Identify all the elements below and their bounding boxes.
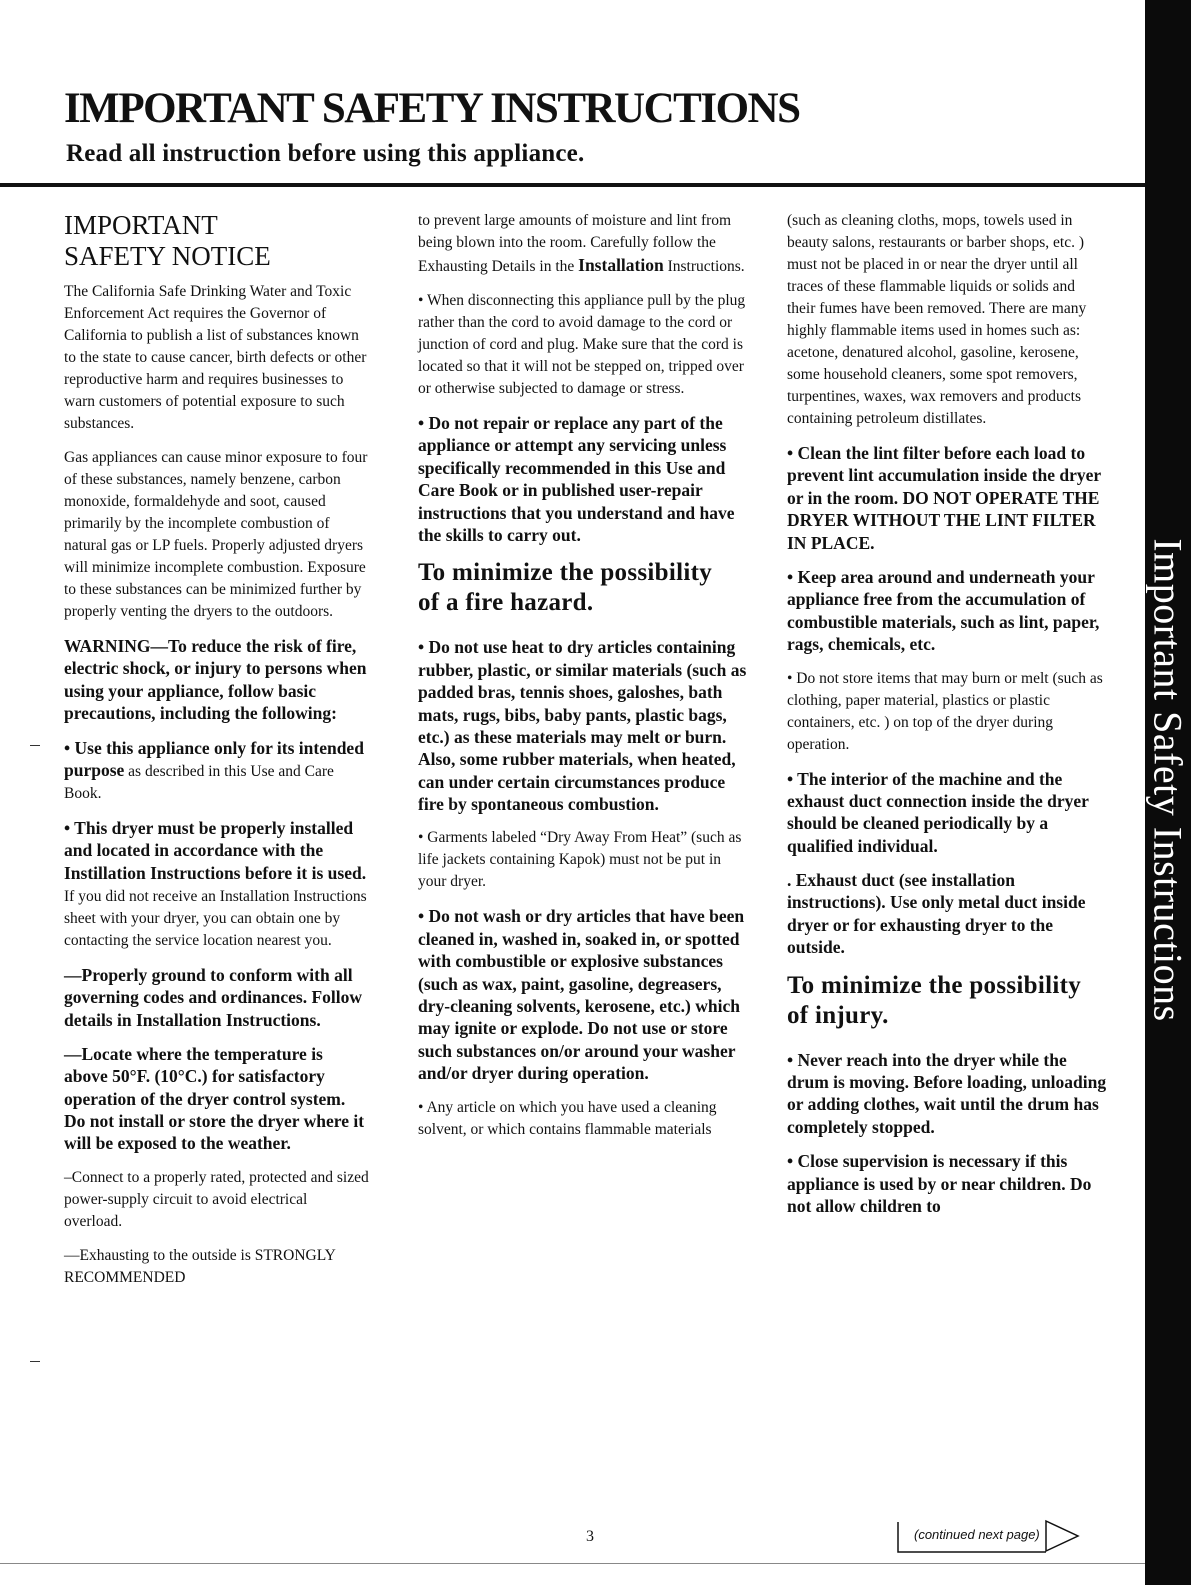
column-left <box>64 210 369 1301</box>
injury-heading <box>787 971 1107 1031</box>
locate-item: —Locate where the temperature is above 50°F. (10°C.) for satisfactory operation of the dryer control system. Do not install or store the dryer where it will be exposed to the weather. <box>64 1043 365 1154</box>
disconnect-item: • When disconnecting this appliance pull by the plug rather than the cord to avoid damage to the cord or junction of cord and plug. Make sure that the cord is located so that it will not be stepped on, tripped over or otherwise subjected to damage or stress. <box>418 292 746 397</box>
margin-tick <box>30 1361 40 1362</box>
lint-filter-item: • Clean the lint filter before each load to prevent lint accumulation inside the dryer or in the room. DO NOT OPERATE THE DRYER WITHOUT THE LINT FILTER IN PLACE. <box>787 443 1101 553</box>
intended-purpose-bold: • Use this appliance only for its intended purpose <box>64 737 364 780</box>
continued-next-page <box>896 1518 1096 1554</box>
ground-item: —Properly ground to conform with all governing codes and ordinances. Follow details in Installation Instructions. <box>64 964 363 1030</box>
page-number: 3 <box>586 1528 594 1545</box>
intended-purpose-item <box>64 737 369 805</box>
exhaust-item: —Exhausting to the outside is STRONGLY RECOMMENDED <box>64 1246 336 1286</box>
injury-heading-line2: of injury. <box>787 1001 889 1029</box>
store-items-item: • Do not store items that may burn or melt (such as clothing, paper material, plastics or plastic containers, etc. ) on top of the dryer during operation. <box>787 669 1103 753</box>
installation-emphasis: Installation <box>578 255 664 275</box>
column-right <box>787 210 1107 1229</box>
warning-paragraph: WARNING—To reduce the risk of fire, electric shock, or injury to persons when using your appliance, follow basic precautions, including the following: <box>64 636 367 724</box>
continued-label: (continued next page) <box>914 1527 1040 1542</box>
garments-item: • Garments labeled “Dry Away From Heat” (such as life jackets containing Kapok) must not be put in your dryer. <box>418 829 742 891</box>
margin-tick <box>30 745 40 746</box>
column-middle <box>418 210 750 1153</box>
interior-item: • The interior of the machine and the exhaust duct connection inside the dryer should be cleaned periodically by a qualified individual. <box>787 768 1089 856</box>
side-tab-label: Important Safety Instructions <box>1145 538 1191 1022</box>
exhaust-continued-text: to prevent large amounts of moisture and lint from being blown into the room. Carefully follow the Exhausting Details in the <box>418 212 732 275</box>
side-tab <box>1145 0 1191 1585</box>
exhaust-continued-tail: Instructions. <box>663 258 745 275</box>
intended-purpose-plain: as described in this Use and Care Book. <box>64 762 334 802</box>
fire-hazard-heading <box>418 558 750 618</box>
heat-item: • Do not use heat to dry articles containing rubber, plastic, or similar materials (such as padded bras, tennis shoes, galoshes, bath mats, rugs, bibs, baby pants, plastic bags, etc.) as these materials may melt or burn. Also, some rubber materials, when heated, can under certain circumstances produce fire by spontaneous combustion. <box>418 637 747 815</box>
bottom-rule <box>0 1563 1145 1564</box>
flammable-continued: (such as cleaning cloths, mops, towels used in beauty salons, restaurants or barber shops, etc. ) must not be placed in or near the dryer until all traces of these flammable liquids or solids and their fumes have been removed. There are many highly flammable items used in homes such as: acetone, denatured alcohol, gasoline, kerosene, some household cleaners, some spot removers, turpentines, waxes, wax removers and products containing petroleum distillates. <box>787 212 1087 427</box>
safety-notice-heading-line2: SAFETY NOTICE <box>64 240 271 271</box>
installation-item <box>64 817 369 952</box>
fire-hazard-heading-line1: To minimize the possibility <box>418 559 713 587</box>
wash-item: • Do not wash or dry articles that have been cleaned in, washed in, soaked in, or spotted with combustible or explosive substances (such as wax, paint, gasoline, degreasers, dry-cleaning solvents, kerosene, etc.) which may ignite or explode. Do not use or store such substances on/or around your washer and/or dryer during operation. <box>418 906 745 1084</box>
solvent-item: • Any article on which you have used a cleaning solvent, or which contains flammable materials <box>418 1098 717 1138</box>
safety-notice-heading-line1: IMPORTANT <box>64 210 218 240</box>
page-title: IMPORTANT SAFETY INSTRUCTIONS <box>64 85 800 132</box>
california-act-paragraph: The California Safe Drinking Water and Toxic Enforcement Act requires the Governor of California to publish a list of substances known to the state to cause cancer, birth defects or other reproductive harm and requires businesses to warn customers of potential exposure to such substances. <box>64 283 367 432</box>
area-item: • Keep area around and underneath your appliance free from the accumulation of combustible materials, such as lint, paper, rags, chemicals, etc. <box>787 566 1100 655</box>
header-rule <box>0 183 1145 187</box>
repair-item: • Do not repair or replace any part of the appliance or attempt any servicing unless specifically recommended in this Use and Care Book or in published user-repair instructions that you understand and have the skills to carry out. <box>418 413 735 545</box>
injury-heading-line1: To minimize the possibility <box>787 971 1082 999</box>
exhaust-continued <box>418 210 750 278</box>
supervision-item: • Close supervision is necessary if this appliance is used by or near children. Do not allow children to <box>787 1151 1092 1216</box>
gas-appliances-paragraph: Gas appliances can cause minor exposure to four of these substances, namely benzene, carbon monoxide, formaldehyde and soot, caused primarily by the incomplete combustion of natural gas or LP fuels. Properly adjusted dryers will minimize incomplete combustion. Exposure to these substances can be minimized further by properly venting the dryers to the outdoors. <box>64 449 368 620</box>
drum-item: • Never reach into the dryer while the drum is moving. Before loading, unloading or adding clothes, wait until the drum has completely stopped. <box>787 1049 1107 1137</box>
page-subtitle: Read all instruction before using this appliance. <box>66 140 585 167</box>
installation-plain: If you did not receive an Installation Instructions sheet with your dryer, you can obtain one by contacting the service location nearest you. <box>64 887 367 949</box>
safety-notice-heading <box>64 210 369 271</box>
exhaust-duct-item: . Exhaust duct (see installation instructions). Use only metal duct inside dryer or for exhausting dryer to the outside. <box>787 870 1086 958</box>
fire-hazard-heading-line2: of a fire hazard. <box>418 589 594 617</box>
connect-item: –Connect to a properly rated, protected and sized power-supply circuit to avoid electrical overload. <box>64 1168 369 1230</box>
installation-bold: • This dryer must be properly installed and located in accordance with the Instillation Instructions before it is used. <box>64 817 367 883</box>
